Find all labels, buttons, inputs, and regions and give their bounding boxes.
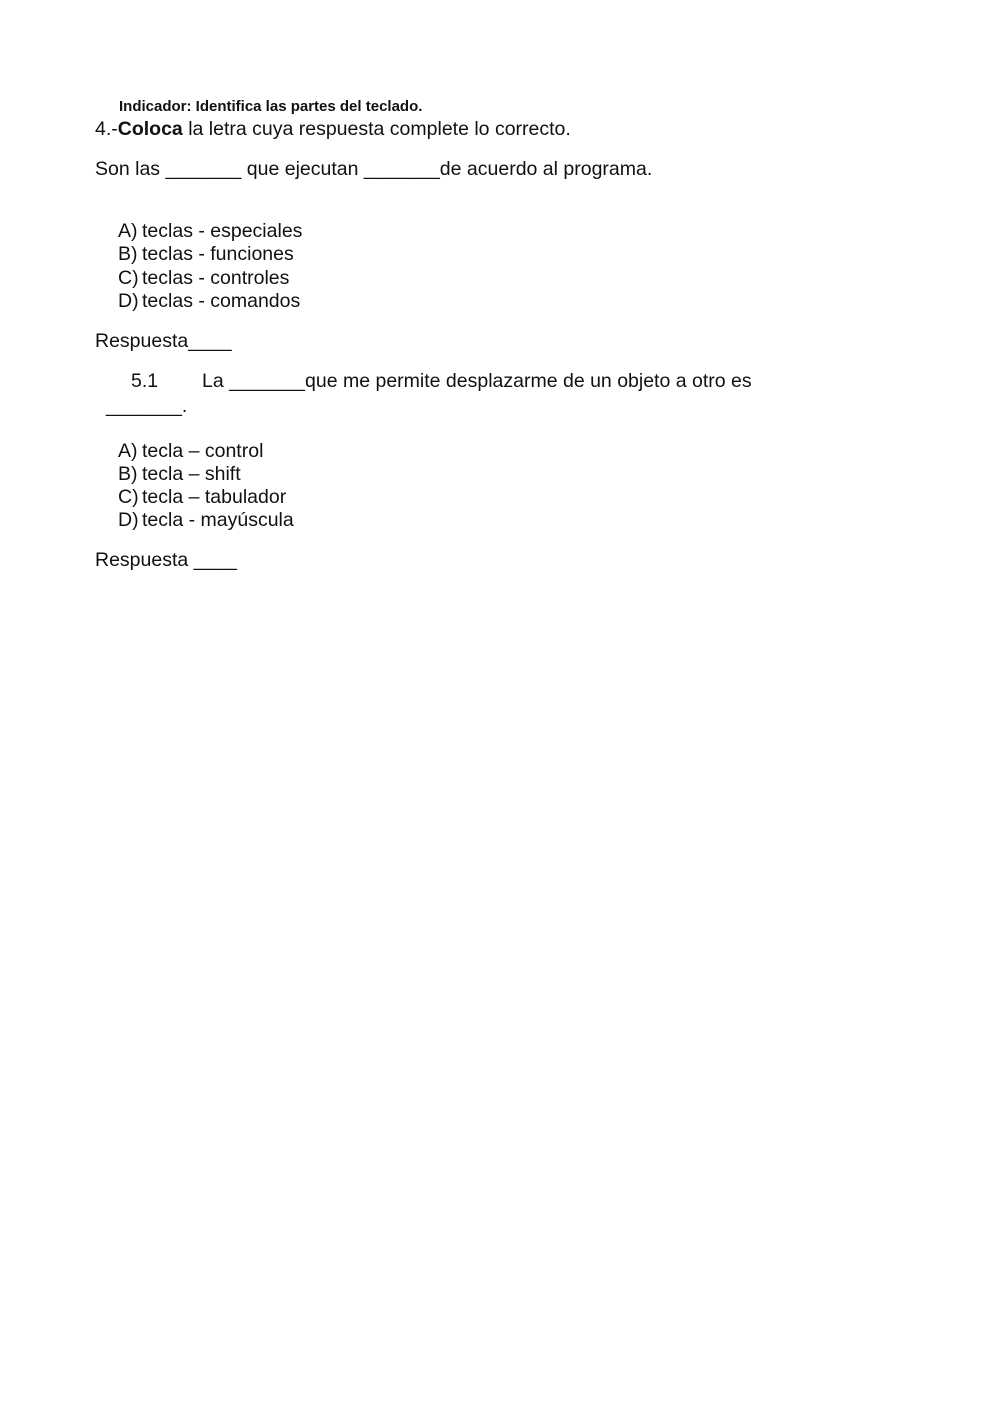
question-4-stem: Son las _______ que ejecutan _______de acuerdo al programa. xyxy=(95,158,653,180)
option-text: teclas - funciones xyxy=(142,243,294,265)
question-5-1-answer-line: Respuesta ____ xyxy=(95,549,238,571)
option-text: tecla – shift xyxy=(142,463,241,485)
option-letter: B) xyxy=(118,243,138,265)
option-letter: B) xyxy=(118,463,138,485)
option-text: teclas - comandos xyxy=(142,290,301,312)
question-5-1-option-c xyxy=(118,486,286,509)
question-4-answer-line: Respuesta____ xyxy=(95,330,232,352)
indicator-heading: Indicador: Identifica las partes del teclado. xyxy=(119,98,423,115)
option-text: teclas - especiales xyxy=(142,220,303,242)
option-letter: D) xyxy=(118,290,139,312)
question-5-1-stem-continuation: _______. xyxy=(106,395,188,417)
option-letter: C) xyxy=(118,267,139,289)
option-text: tecla – tabulador xyxy=(142,486,287,508)
question-4-verb: Coloca xyxy=(117,118,183,140)
question-5-1-option-d xyxy=(118,509,294,532)
question-4-option-b xyxy=(118,243,294,266)
option-letter: A) xyxy=(118,220,138,242)
question-4-instruction xyxy=(95,118,571,141)
option-letter: A) xyxy=(118,440,138,462)
option-letter: D) xyxy=(118,509,139,531)
question-5-1-number: 5.1 xyxy=(131,370,159,392)
option-letter: C) xyxy=(118,486,139,508)
question-5-1-option-a xyxy=(118,440,263,463)
question-5-1-option-b xyxy=(118,463,241,486)
option-text: tecla - mayúscula xyxy=(142,509,294,531)
question-4-instruction-text: la letra cuya respuesta complete lo correcto. xyxy=(182,118,571,140)
question-4-option-a xyxy=(118,220,302,243)
question-5-1-stem: La _______que me permite desplazarme de un objeto a otro es xyxy=(202,370,752,392)
question-4-option-c xyxy=(118,267,289,290)
option-text: tecla – control xyxy=(142,440,264,462)
option-text: teclas - controles xyxy=(142,267,290,289)
question-4-number: 4.- xyxy=(95,118,118,140)
question-4-option-d xyxy=(118,290,300,313)
